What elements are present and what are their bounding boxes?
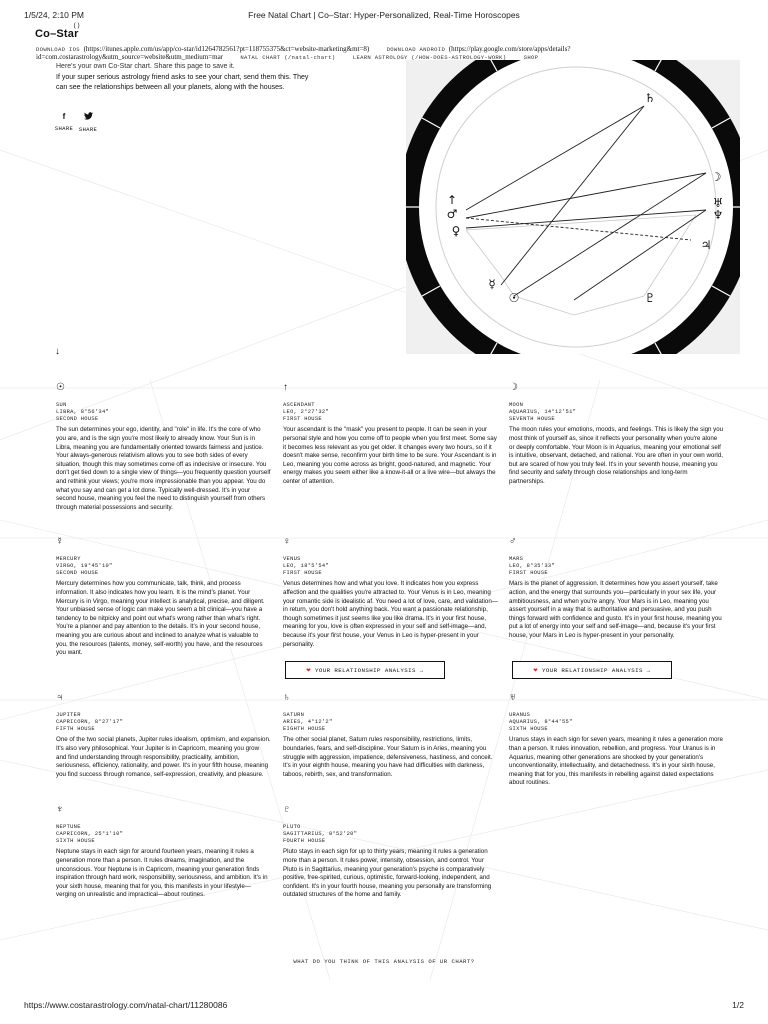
planet-name: SATURN	[283, 712, 305, 718]
planet-house: EIGHTH HOUSE	[283, 725, 326, 732]
chart-venus-glyph: ♀	[451, 224, 461, 238]
heart-icon: ❤	[533, 666, 538, 675]
planet-position: LIBRA, 8°56'34"	[56, 408, 110, 415]
scroll-down-arrow-icon[interactable]: ↓	[55, 346, 60, 357]
planet-name: PLUTO	[283, 824, 301, 830]
saturn-icon: ♄	[283, 692, 291, 703]
print-date: 1/5/24, 2:10 PM	[24, 10, 85, 20]
print-header	[24, 10, 744, 22]
planet-card-pluto	[283, 804, 498, 900]
print-page-title: Free Natal Chart | Co–Star: Hyper-Personalized, Real-Time Horoscopes	[248, 10, 520, 20]
share-label: SHARE	[54, 125, 74, 132]
nav-android-url[interactable]: (https://play.google.com/store/apps/details?	[448, 46, 571, 53]
planet-house: FIRST HOUSE	[283, 569, 322, 576]
facebook-icon: f	[62, 112, 66, 121]
planet-position: ARIES, 4°12'2"	[283, 718, 333, 725]
natal-chart-svg	[406, 60, 740, 354]
nav-natal-chart[interactable]: NATAL CHART (/natal-chart)	[240, 53, 336, 61]
chart-mars-glyph: ♂	[446, 207, 458, 221]
planet-card-venus	[283, 536, 498, 649]
nav-download-android[interactable]: DOWNLOAD ANDROID	[386, 46, 446, 53]
planet-name: URANUS	[509, 712, 531, 718]
moon-icon: ☽	[509, 382, 518, 393]
planet-description: The sun determines your ego, identity, and "role" in life. It's the core of who you are, and is the sign you're most likely to already know. Your Sun is in Libra, meaning you are fundamentally oriented towards fairness and justice. Your always-generous relativism allows you to see both sides of every situation, though this may sometimes come off as indecisive or insecure. You don't get tied down to a single view of things—you frequently question yourself and rethink your views; you're more impressionable than you appear. You do what you say and can get a lot done. Typically well-dressed. It's in your second house, meaning you feel the need to distinguish yourself from others through material possessions and security.	[56, 426, 271, 511]
planet-house: SECOND HOUSE	[56, 569, 99, 576]
mars-icon: ♂	[509, 536, 517, 547]
planet-description: One of the two social planets, Jupiter rules idealism, optimism, and expansion. It's also very philosophical. Your Jupiter is in Capricorn, meaning you grow and find understanding through responsibility, practicality, ambition, seriousness, efficiency, rationality, and power. It's in your fifth house, meaning you find success through romance, self-expression, creativity, and pleasure.	[56, 736, 271, 778]
chart-sun-glyph: ☉	[508, 291, 520, 305]
chart-jupiter-glyph: ♃	[700, 238, 712, 252]
planet-name: ASCENDANT	[283, 402, 315, 408]
nav-android-url-cont[interactable]: id=com.costarastrology&utm_source=website&utm_medium=mar	[36, 53, 224, 61]
planet-card-sun	[56, 382, 271, 512]
planet-house: SIXTH HOUSE	[56, 837, 95, 844]
planet-position: CAPRICORN, 25°1'10"	[56, 830, 124, 837]
chart-saturn-glyph: ♄	[644, 91, 656, 105]
top-nav	[36, 46, 596, 61]
chart-ascendant-glyph: ↑	[446, 193, 458, 207]
planet-description: Mercury determines how you communicate, talk, think, and process information. It also indicates how you learn. It is the mind's planet. Your Mercury is in Virgo, meaning your intellect is analytical, precise, and diligent. Your unbiased sense of logic can make you seem a bit clinical—you have a tendency to be nitpicky and point out what's wrong rather than what's right. You're a planner and pay attention to the details. It's in your second house, meaning you are curious about and inclined to analyze what is valuable to you, the resources (talents, money, self-worth) you have, and the resources you want.	[56, 580, 265, 657]
share-label: SHARE	[78, 126, 98, 133]
print-page-number: 1/2	[732, 1000, 744, 1010]
planet-house: SEVENTH HOUSE	[509, 415, 555, 422]
planet-name: JUPITER	[56, 712, 81, 718]
chart-heading: Here's your own Co-Star chart. Share this page to save it.	[56, 63, 235, 70]
planet-description: Neptune stays in each sign for around fourteen years, meaning it rules a generation more than a person. It rules dreams, imagination, and the unconscious. Your Neptune is in Capricorn, meaning your generation finds inspiration through hard work, responsibility, seriousness, and ambition. It's in your sixth house, meaning that for you, this manifests in your lifestyle—verging on unrealistic and impractical—about routines.	[56, 848, 268, 899]
planet-house: SECOND HOUSE	[56, 415, 99, 422]
relationship-analysis-label: YOUR RELATIONSHIP ANALYSIS →	[542, 666, 651, 674]
chart-inner-ring	[419, 60, 733, 354]
chart-mercury-glyph: ☿	[488, 277, 496, 291]
planet-description: Mars is the planet of aggression. It determines how you assert yourself, take action, and the energy that surrounds you—particularly in your sex life, your ambitiousness, and when you're angry. Your Mars is in Leo, meaning you assert yourself in a way that is authoritative and persuasive, and you push things forward with confidence and gusto. It's in your first house, meaning you put a lot of energy into your self and self-image—and, because it's your first house, your Mars in Leo is hyper-present in your personality.	[509, 580, 722, 639]
print-url: https://www.costarastrology.com/natal-chart/11280086	[24, 1000, 228, 1010]
planet-house: SIXTH HOUSE	[509, 725, 548, 732]
planet-description: Your ascendant is the "mask" you present to people. It can be seen in your personal style and how you come off to people when you first meet. Some say it becomes less relevant as you get older. It changes every two hours, so if it doesn't make sense, reconfirm your birth time to be sure. Your Ascendant is in Leo, meaning you come across as bright, good-natured, and magnetic. Your energy makes you seem either like a know-it-all or a live wire—but always the center of attention.	[283, 426, 497, 485]
planet-card-saturn	[283, 692, 498, 779]
venus-icon: ♀	[283, 536, 291, 547]
planet-position: SAGITTARIUS, 8°52'20"	[283, 830, 358, 837]
heart-icon: ❤	[306, 666, 311, 675]
relationship-analysis-label: YOUR RELATIONSHIP ANALYSIS →	[315, 666, 424, 674]
jupiter-icon: ♃	[56, 692, 64, 703]
planet-card-uranus	[509, 692, 724, 788]
nav-download-ios[interactable]: DOWNLOAD IOS	[36, 46, 80, 53]
planet-description: Pluto stays in each sign for up to thirty years, meaning it rules a generation more than a person. It rules power, intensity, obsession, and control. Your Pluto is in Sagittarius, meaning your generation's psyche is comparatively positive, free-spirited, curious, optimistic, forward-looking, independent, and confident. It's in your fourth house, meaning you personally are transforming outdated structures of the home and family.	[283, 848, 492, 899]
planet-position: AQUARIUS, 8°44'55"	[509, 718, 573, 725]
neptune-icon: ♆	[56, 804, 64, 815]
nav-shop[interactable]: SHOP	[523, 53, 539, 61]
twitter-icon	[76, 112, 100, 123]
uranus-icon: ♅	[509, 692, 517, 703]
planet-card-ascendant	[283, 382, 498, 487]
pluto-icon: ♇	[283, 804, 291, 815]
planet-name: SUN	[56, 402, 67, 408]
mercury-icon: ☿	[56, 536, 64, 547]
planet-description: The moon rules your emotions, moods, and feelings. This is likely the sign you most think of yourself as, since it reflects your personality when you're alone or deeply comfortable. Your Moon is in Aquarius, meaning your emotional self is intuitive, observant, detached, and rational. You are often in your own world, but are scared of how you truly feel. It's in your seventh house, meaning you find security and safety through close relationships and long-term partnerships.	[509, 426, 724, 485]
planet-position: LEO, 2°27'32"	[283, 408, 329, 415]
planet-name: MERCURY	[56, 556, 81, 562]
planet-name: NEPTUNE	[56, 824, 81, 830]
planet-description: The other social planet, Saturn rules responsibility, restrictions, limits, boundaries, fears, and self-discipline. Your Saturn is in Aries, meaning you struggle with aggression, impatience, defensiveness, hastiness, and conceit. It's in your eighth house, meaning you have had difficulties with darkness, taboos, rebirth, sex, and transformation.	[283, 736, 493, 778]
ascendant-icon: ↑	[283, 382, 288, 393]
costar-logo[interactable]: Co–Star	[35, 28, 79, 40]
planet-card-moon	[509, 382, 724, 487]
planet-house: FIRST HOUSE	[509, 569, 548, 576]
nav-ios-url[interactable]: (https://itunes.apple.com/us/app/co-star/id1264782561?pt=118755375&ct=website-marketing&mt=8)	[83, 46, 370, 53]
planet-description: Venus determines how and what you love. It indicates how you express affection and the qualities you're attracted to. Your Venus is in Leo, meaning your romantic side is idealistic af. You need a lot of love, care, and validation—in return, you don't hold anything back. You want a passionate relationship, though sometimes it just seems like you like drama. It's in your first house, meaning for you, love is often expressed in your self and self-image—and, because it's your first house, your Venus in Leo is hyper-present in your personality.	[283, 580, 498, 648]
planet-position: LEO, 18°5'54"	[283, 562, 329, 569]
natal-chart-wheel	[406, 60, 740, 354]
relationship-analysis-button[interactable]	[512, 661, 672, 679]
planet-position: VIRGO, 19°45'10"	[56, 562, 113, 569]
planet-card-jupiter	[56, 692, 271, 779]
planet-description: Uranus stays in each sign for seven years, meaning it rules a generation more than a person. It rules innovation, rebellion, and progress. Your Uranus is in Aquarius, meaning other generations are shocked by your generation's unconventionality, intellectuality, and detachedness. It's in your sixth house, meaning that for you, this manifests in rebelling against dated expectations about routines.	[509, 736, 723, 787]
planet-house: FIRST HOUSE	[283, 415, 322, 422]
chart-neptune-glyph: ♆	[712, 208, 724, 222]
chart-pluto-glyph: ♇	[644, 291, 656, 305]
planet-card-neptune	[56, 804, 271, 900]
planet-card-mars	[509, 536, 724, 641]
planet-house: FOURTH HOUSE	[283, 837, 326, 844]
planet-name: MOON	[509, 402, 524, 408]
chart-moon-glyph: ☽	[710, 170, 722, 184]
planet-card-mercury	[56, 536, 271, 658]
planet-position: AQUARIUS, 14°12'51"	[509, 408, 577, 415]
planet-position: LEO, 8°35'33"	[509, 562, 555, 569]
print-footer	[24, 1000, 744, 1012]
chart-uranus-glyph: ♅	[712, 196, 724, 210]
share-facebook-button[interactable]	[52, 112, 76, 132]
planet-name: MARS	[509, 556, 524, 562]
relationship-analysis-button[interactable]	[285, 661, 445, 679]
feedback-prompt[interactable]: WHAT DO YOU THINK OF THIS ANALYSIS OF UR CHART?	[293, 958, 475, 965]
planet-name: VENUS	[283, 556, 301, 562]
share-twitter-button[interactable]	[76, 112, 100, 133]
planet-house: FIFTH HOUSE	[56, 725, 95, 732]
intro-text: If your super serious astrology friend asks to see your chart, send them this. They can see the relationships between all your planets, along with the houses.	[56, 74, 309, 91]
nav-learn-astrology[interactable]: LEARN ASTROLOGY (/HOW-DOES-ASTROLOGY-WORK)	[352, 53, 507, 61]
sun-icon: ☉	[56, 382, 65, 393]
logo-superscript: ()	[73, 22, 81, 29]
planet-position: CAPRICORN, 8°27'17"	[56, 718, 124, 725]
